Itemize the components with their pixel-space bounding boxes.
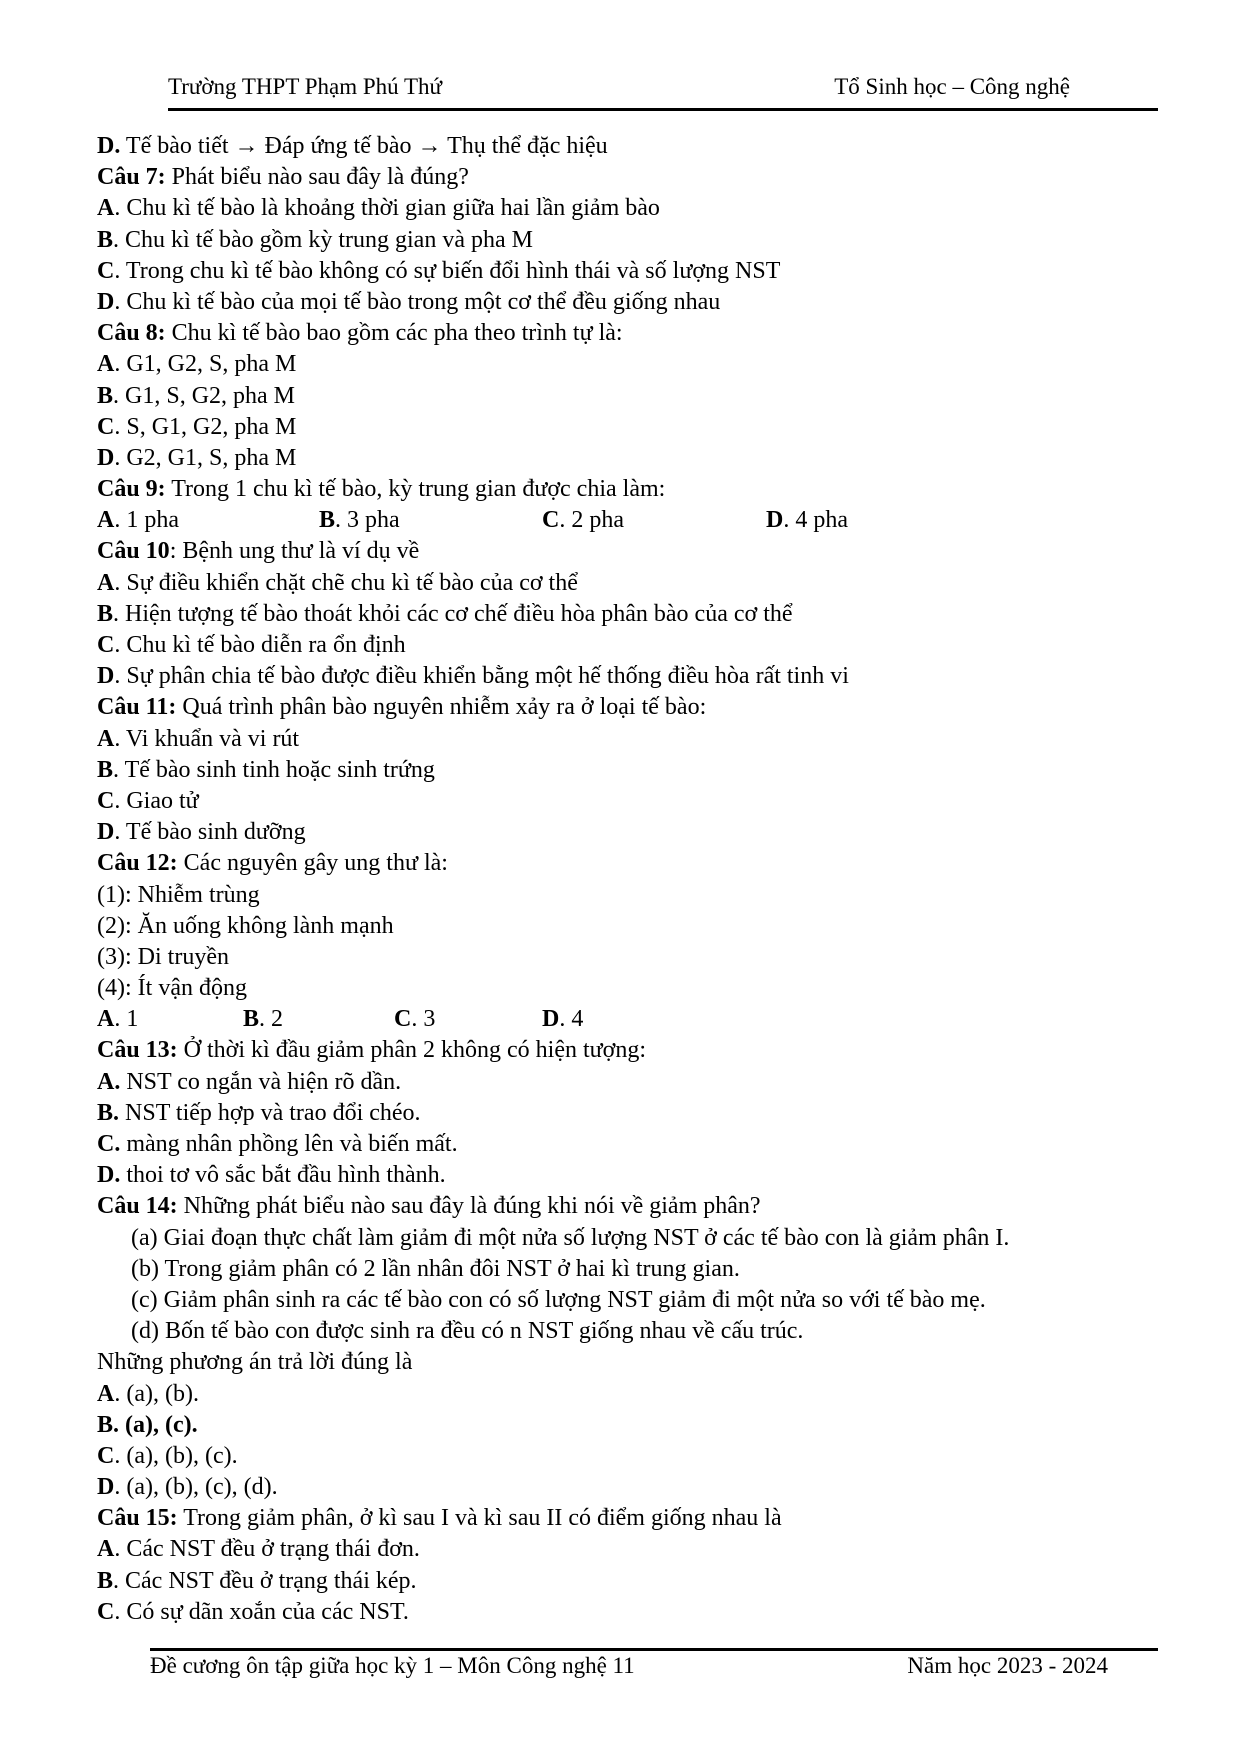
option-line: C. Giao tử: [97, 787, 199, 814]
option-line: C. 2 pha: [542, 507, 624, 534]
statement-line: (c) Giảm phân sinh ra các tế bào con có số lượng NST giảm đi một nửa so với tế bào mẹ.: [131, 1286, 986, 1313]
option-line: D. Chu kì tế bào của mọi tế bào trong một cơ thể đều giống nhau: [97, 288, 721, 315]
correct-option-line: [97, 1410, 1197, 1441]
question-label: Câu 9:: [97, 476, 166, 503]
option-label: A.: [97, 1068, 121, 1095]
list-item: (2): Ăn uống không lành mạnh: [97, 912, 394, 939]
option-label: B: [97, 1567, 114, 1594]
option-label: A: [97, 725, 115, 752]
question-14: Câu 14: Những phát biểu nào sau đây là đúng khi nói về giảm phân?: [97, 1193, 761, 1220]
option-line: C. Có sự dãn xoắn của các NST.: [97, 1598, 409, 1625]
answer-prompt: Những phương án trả lời đúng là: [97, 1349, 413, 1376]
department-name: Tổ Sinh học – Công nghệ: [834, 74, 1070, 99]
list-item: (4): Ít vận động: [97, 975, 247, 1002]
header-rule: [168, 108, 1158, 111]
question-10: Câu 10: Bệnh ung thư là ví dụ về: [97, 538, 420, 565]
option-label: C: [97, 787, 115, 814]
question-12-options: [97, 1004, 1197, 1035]
option-line: B. Hiện tượng tế bào thoát khỏi các cơ chế điều hòa phân bào của cơ thể: [97, 600, 793, 627]
option-label: C.: [97, 1131, 121, 1157]
option-line: C. Trong chu kì tế bào không có sự biến đổi hình thái và số lượng NST: [97, 257, 781, 284]
question-13: Câu 13: Ở thời kì đầu giảm phân 2 không có hiện tượng:: [97, 1037, 646, 1064]
option-label: D: [97, 444, 115, 471]
question-label: Câu 8:: [97, 320, 166, 347]
option-line: A. G1, G2, S, pha M: [97, 351, 297, 378]
question-11: Câu 11: Quá trình phân bào nguyên nhiễm xảy ra ở loại tế bào:: [97, 694, 707, 721]
question-label: Câu 10: [97, 538, 170, 565]
option-label: B. (a), (c).: [97, 1411, 198, 1438]
option-line: A. 1 pha: [97, 507, 179, 534]
option-line: C. S, G1, G2, pha M: [97, 413, 297, 440]
option-line: A. NST co ngắn và hiện rõ dần.: [97, 1068, 402, 1095]
option-label: D: [97, 1474, 115, 1501]
option-label: D: [97, 288, 115, 315]
option-label: A: [97, 1536, 115, 1563]
question-9: Câu 9: Trong 1 chu kì tế bào, kỳ trung gian được chia làm:: [97, 476, 666, 503]
statement-line: (b) Trong giảm phân có 2 lần nhân đôi NST ở hai kì trung gian.: [131, 1255, 740, 1282]
option-label: A: [97, 569, 115, 596]
option-line: A. 1: [97, 1006, 139, 1033]
option-line: D. 4 pha: [766, 507, 848, 534]
option-label: C: [97, 257, 115, 284]
option-line: B. 2: [243, 1006, 284, 1033]
option-label: B: [97, 382, 114, 409]
option-line: B. Các NST đều ở trạng thái kép.: [97, 1567, 417, 1594]
option-label: D: [97, 819, 115, 846]
question-15: Câu 15: Trong giảm phân, ở kì sau I và kì sau II có điểm giống nhau là: [97, 1505, 782, 1532]
school-name: Trường THPT Phạm Phú Thứ: [168, 74, 442, 99]
option-label: D: [97, 663, 115, 690]
option-line: B. NST tiếp hợp và trao đổi chéo.: [97, 1099, 421, 1126]
document-body: [97, 131, 1197, 1628]
option-line: A. Sự điều khiển chặt chẽ chu kì tế bào của cơ thể: [97, 569, 578, 596]
option-label: C: [97, 632, 115, 658]
footer-year: Năm học 2023 - 2024: [907, 1653, 1108, 1678]
question-8: Câu 8: Chu kì tế bào bao gồm các pha theo trình tự là:: [97, 320, 623, 347]
option-label: C: [97, 413, 115, 440]
option-line: D. G2, G1, S, pha M: [97, 444, 297, 471]
question-label: Câu 11:: [97, 694, 177, 721]
option-line: C. màng nhân phồng lên và biến mất.: [97, 1131, 458, 1157]
question-label: Câu 15:: [97, 1505, 178, 1532]
option-label: D.: [97, 133, 121, 159]
option-line: A. Vi khuẩn và vi rút: [97, 725, 300, 752]
page-header: [168, 74, 1148, 108]
option-label: A: [97, 195, 115, 222]
option-line: B. 3 pha: [319, 507, 400, 534]
option-line: B. G1, S, G2, pha M: [97, 382, 296, 409]
option-label: D.: [97, 1162, 121, 1189]
option-label: A: [97, 351, 115, 378]
option-line: A. Các NST đều ở trạng thái đơn.: [97, 1536, 420, 1563]
question-label: Câu 14:: [97, 1193, 178, 1220]
question-12: Câu 12: Các nguyên gây ung thư là:: [97, 850, 448, 877]
list-item: (1): Nhiễm trùng: [97, 881, 260, 908]
option-line: C. (a), (b), (c).: [97, 1442, 238, 1469]
option-label: C: [97, 1598, 115, 1625]
option-label: B: [97, 226, 114, 253]
text-line: D. Tế bào tiết → Đáp ứng tế bào → Thụ thể đặc hiệu: [97, 133, 608, 159]
option-label: A: [97, 1380, 115, 1407]
option-line: B. Chu kì tế bào gồm kỳ trung gian và pha M: [97, 226, 533, 253]
question-label: Câu 13:: [97, 1037, 178, 1064]
option-line: D. thoi tơ vô sắc bắt đầu hình thành.: [97, 1162, 446, 1189]
option-line: D. Sự phân chia tế bào được điều khiển bằng một hế thống điều hòa rất tinh vi: [97, 663, 849, 690]
option-label: B: [97, 756, 114, 783]
statement-line: (d) Bốn tế bào con được sinh ra đều có n NST giống nhau về cấu trúc.: [131, 1318, 804, 1345]
option-label: B: [97, 600, 114, 627]
question-9-options: [97, 505, 1197, 536]
option-label: C: [97, 1442, 115, 1469]
footer-title: Đề cương ôn tập giữa học kỳ 1 – Môn Công nghệ 11: [150, 1653, 635, 1678]
option-label: B.: [97, 1099, 120, 1126]
question-label: Câu 7:: [97, 164, 166, 191]
option-line: A. (a), (b).: [97, 1380, 199, 1407]
list-item: (3): Di truyền: [97, 943, 229, 970]
option-line: C. 3: [394, 1006, 436, 1033]
option-line: B. Tế bào sinh tinh hoặc sinh trứng: [97, 756, 435, 783]
option-line: C. Chu kì tế bào diễn ra ổn định: [97, 632, 406, 658]
question-7: Câu 7: Phát biểu nào sau đây là đúng?: [97, 164, 469, 191]
option-line: D. Tế bào sinh dưỡng: [97, 819, 306, 846]
statement-line: (a) Giai đoạn thực chất làm giảm đi một nửa số lượng NST ở các tế bào con là giảm phân I.: [131, 1224, 1010, 1251]
question-label: Câu 12:: [97, 850, 178, 877]
option-line: D. 4: [542, 1006, 584, 1033]
footer-rule: [150, 1648, 1158, 1651]
option-line: A. Chu kì tế bào là khoảng thời gian giữa hai lần giảm bào: [97, 195, 660, 222]
option-line: D. (a), (b), (c), (d).: [97, 1474, 278, 1501]
